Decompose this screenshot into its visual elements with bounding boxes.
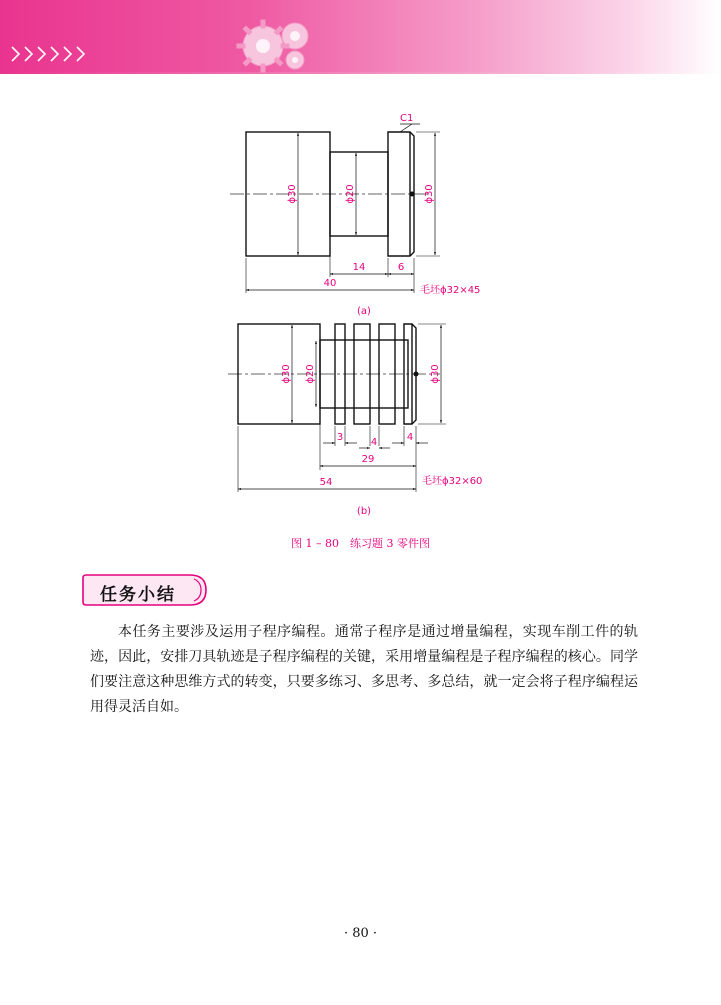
- summary-paragraph: 本任务主要涉及运用子程序编程。通常子程序是通过增量编程，实现车削工件的轨迹，因此，安排刀具轨迹是子程序编程的关键，采用增量编程是子程序编程的核心。同学们要注意这种思维方式的转变，只要多练习、多思考、多总结，就一定会将子程序编程运用得灵活自如。: [90, 624, 638, 715]
- a-chamfer-label: C1: [400, 113, 414, 124]
- b-land-width-label: 4: [370, 437, 378, 448]
- b-groove-width-label: 3: [336, 432, 344, 443]
- b-figure-label: (b): [356, 506, 372, 517]
- b-head-width-label: 4: [406, 432, 414, 443]
- b-grooved-len-label: 29: [361, 454, 375, 465]
- a-stock-label: 毛坯ϕ32×45: [420, 285, 481, 296]
- a-len-head-label: 6: [397, 262, 405, 273]
- b-stock-label: 毛坯ϕ32×60: [422, 476, 483, 487]
- page-number: · 80 ·: [343, 926, 378, 941]
- a-len-groove-label: 14: [352, 262, 366, 273]
- a-dia-left-label: ϕ30: [287, 184, 298, 204]
- a-dia-groove-label: ϕ20: [345, 184, 356, 204]
- a-figure-label: (a): [357, 306, 371, 317]
- b-dia-groove-label: ϕ20: [305, 364, 316, 384]
- a-dia-right-label: ϕ30: [424, 184, 435, 204]
- a-len-total-label: 40: [323, 278, 337, 289]
- header-band: [0, 0, 721, 72]
- section-title: 任务小结: [100, 585, 176, 605]
- gears-icon: [225, 14, 325, 76]
- drawing-a: [230, 113, 480, 317]
- header-rule: [0, 72, 721, 74]
- figure-caption: 图 1 – 80 练习题 3 零件图: [291, 537, 430, 550]
- chevrons-icon: [10, 44, 100, 64]
- b-dia-right-label: ϕ30: [430, 364, 441, 384]
- b-dia-left-label: ϕ30: [281, 364, 292, 384]
- b-len-total-label: 54: [319, 477, 333, 488]
- drawing-b: [228, 324, 482, 517]
- part-drawings: [0, 90, 721, 530]
